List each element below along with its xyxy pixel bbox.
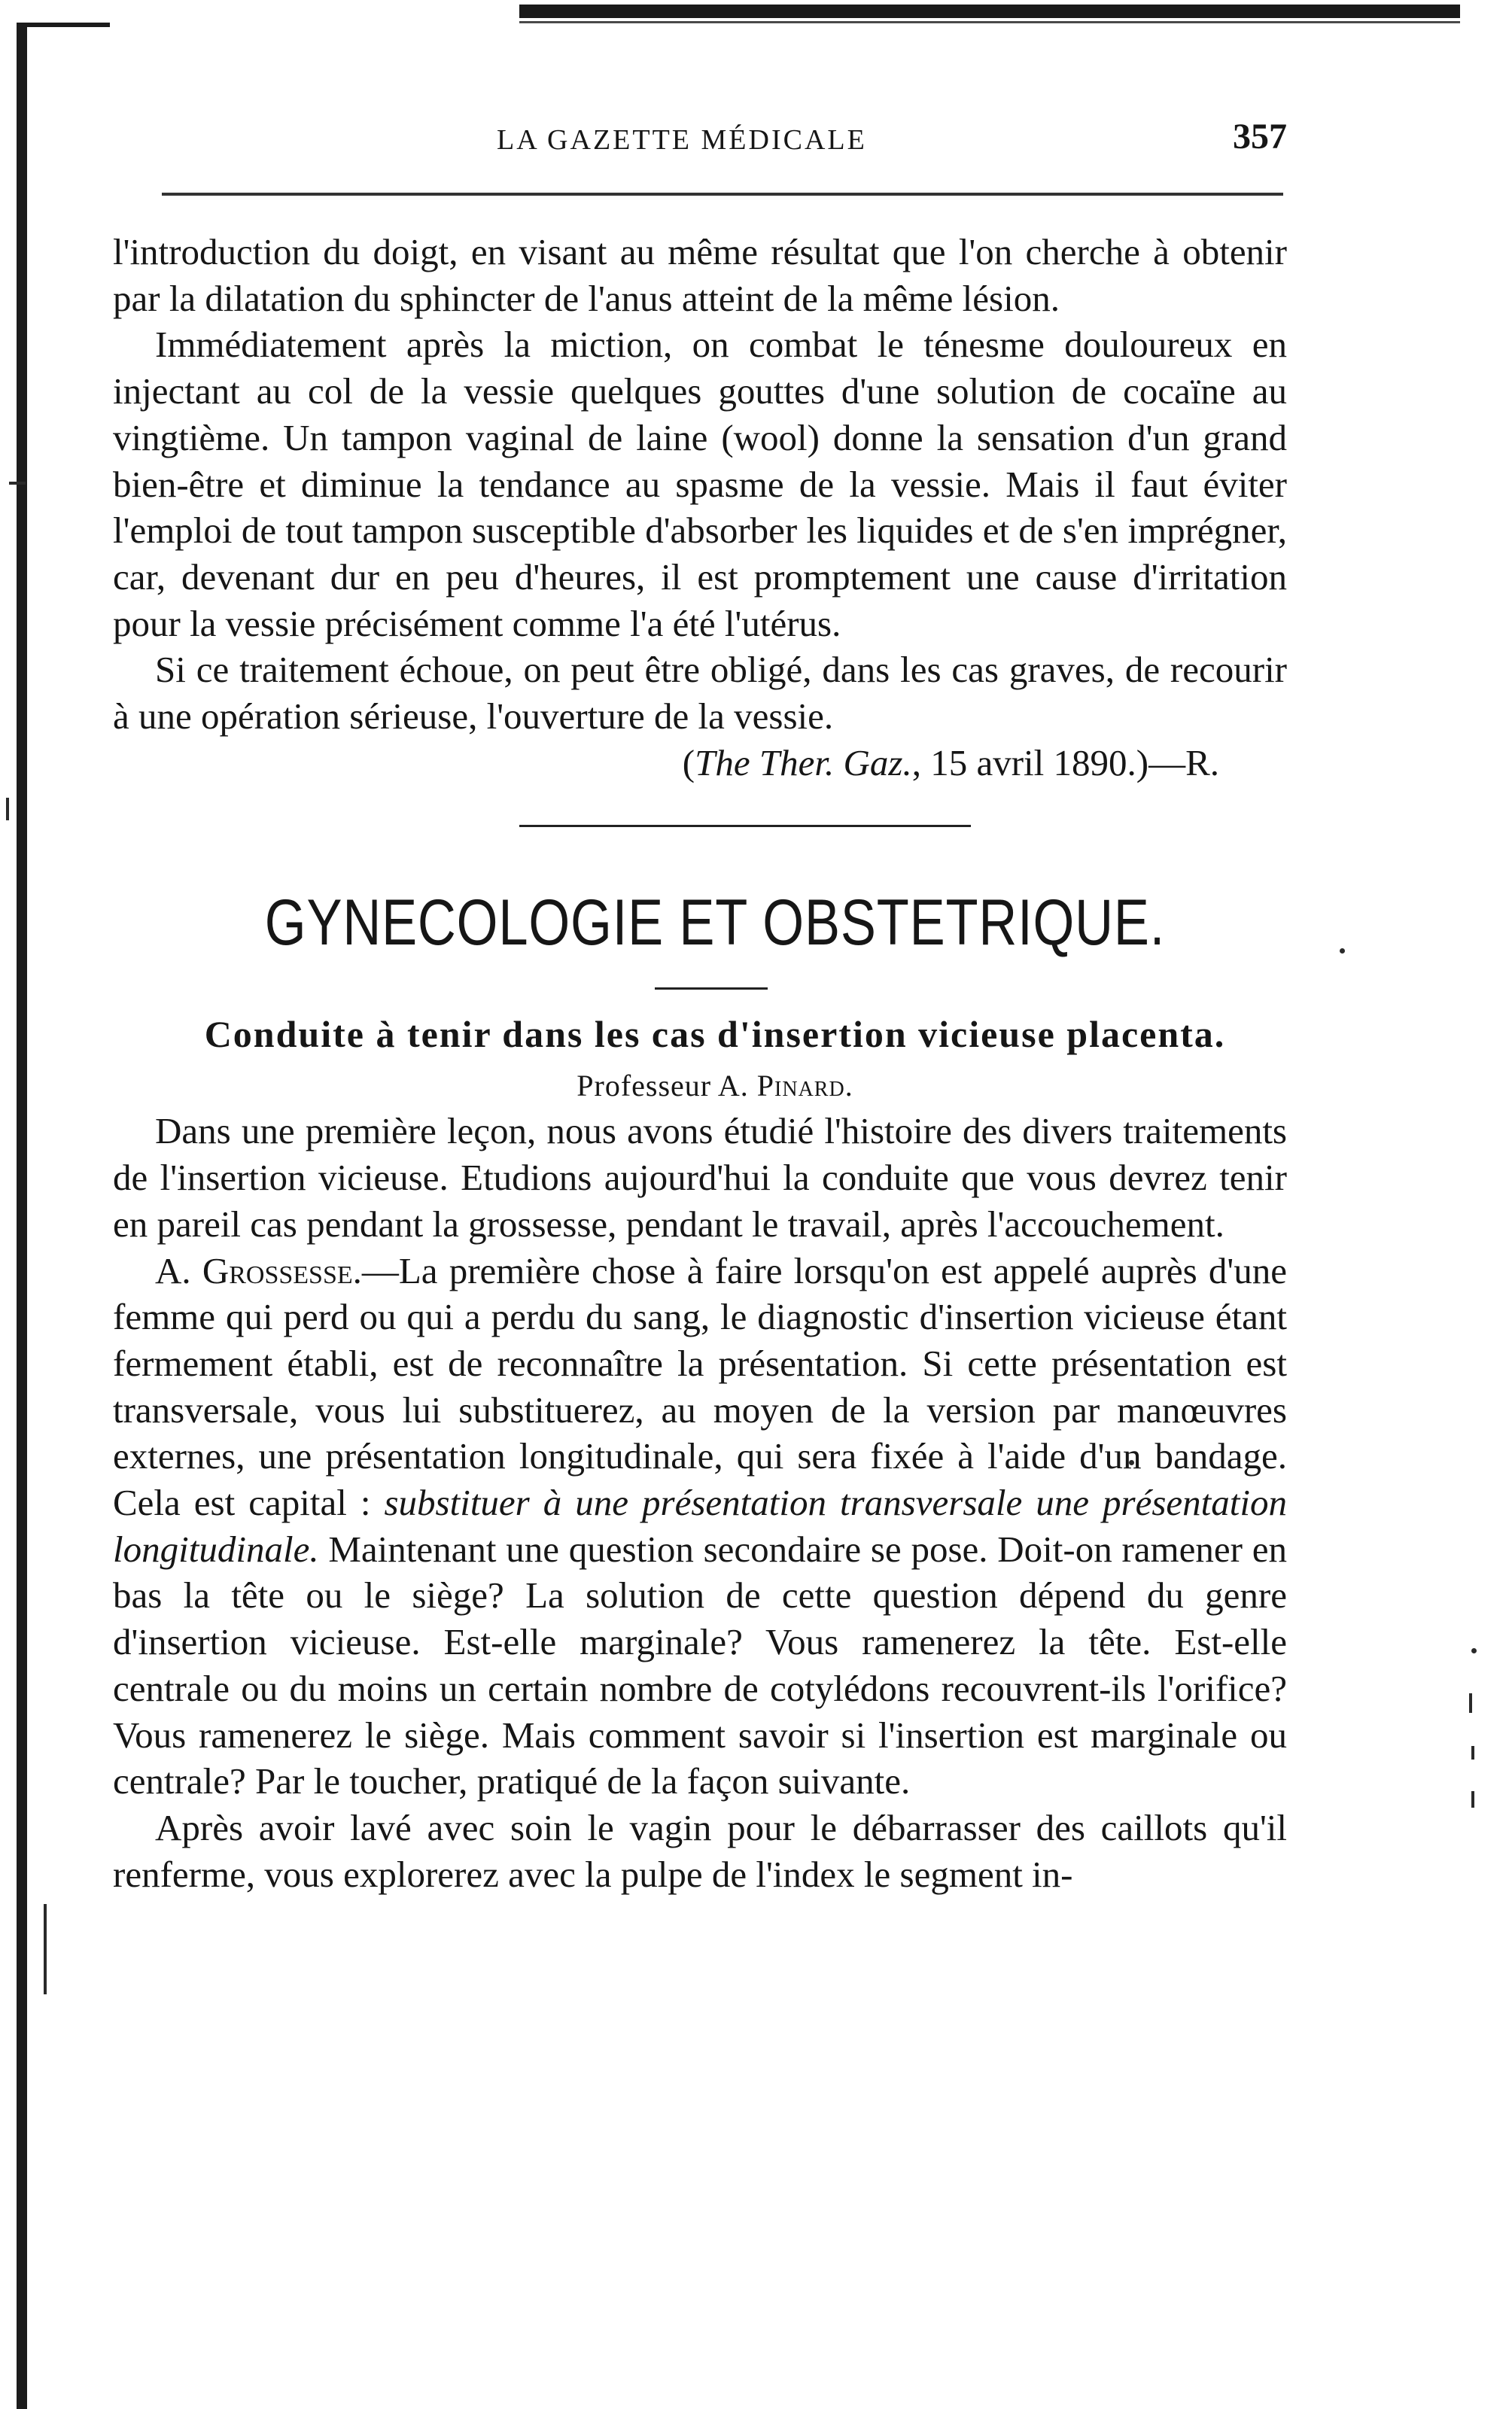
paragraph: Si ce traitement échoue, on peut être obligé, dans les cas graves, de recourir à une opération sérieuse, l'ouverture de la vessie. <box>113 649 1287 738</box>
journal-title: LA GAZETTE MÉDICALE <box>497 124 867 156</box>
subsection-label: A. Grossesse. <box>155 1249 362 1291</box>
article-title: Conduite à tenir dans les cas d'insertion vicieuse placenta. <box>204 1013 1226 1056</box>
paragraph-text: —La première chose à faire lorsqu'on est appelé auprès d'une femme qui perd ou qui a perdu du sang, le diagnostic d'insertion vicieuse étant fermement établi, est de reconnaître la présentation. Si cette présentation est transversale, vous lui substituerez, au moyen de la version par manœuvres externes, une présentation longitudinale, qui sera fixée à l'aide d'un bandage. Cela est capital : <box>113 1249 1287 1524</box>
paragraph: l'introduction du doigt, en visant au même résultat que l'on cherche à obtenir par la dilatation du sphincter de l'anus atteint de la même lésion. <box>113 231 1287 319</box>
scan-mark <box>6 798 9 820</box>
citation-rest: , 15 avril 1890.)—R. <box>911 741 1219 783</box>
scan-edge-notch <box>27 23 110 27</box>
citation <box>113 740 1287 786</box>
emphasis-text: substituer à une présentation transversale une présentation longitudinale. <box>113 1482 1287 1570</box>
scan-speck <box>1340 948 1345 954</box>
running-head <box>113 105 1287 166</box>
author-name: Pinard. <box>756 1069 853 1103</box>
scan-edge-top-thin <box>519 21 1460 23</box>
citation-open: ( <box>682 741 695 783</box>
scan-edge-left <box>17 23 27 2409</box>
paragraph <box>113 1248 1287 1805</box>
header-rule <box>162 193 1283 196</box>
scan-mark <box>1471 1746 1474 1760</box>
scan-mark <box>1469 1693 1472 1713</box>
scan-mark <box>44 1904 47 1994</box>
page-content <box>113 105 1287 1897</box>
title-divider <box>655 987 768 990</box>
scan-mark <box>1471 1791 1474 1808</box>
citation-source: The Ther. Gaz. <box>695 741 912 783</box>
paragraph: Dans une première leçon, nous avons étudié l'histoire des divers traitements de l'insertion vicieuse. Etudions aujourd'hui la conduite que vous devrez tenir en pareil cas pendant la grossesse, pendant le travail, après l'accouchement. <box>113 1110 1287 1245</box>
paragraph: Immédiatement après la miction, on combat le ténesme douloureux en injectant au col de la vessie quelques gouttes d'une solution de cocaïne au vingtième. Un tampon vaginal de laine (wool) donne la sensation d'un grand bien-être et diminue la tendance au spasme de la vessie. Mais il faut éviter l'emploi de tout tampon susceptible d'absorber les liquides et de s'en imprégner, car, devenant dur en peu d'heures, il est promptement une cause d'irritation pour la vessie précisément comme l'a été l'utérus. <box>113 324 1287 644</box>
paragraph: Après avoir lavé avec soin le vagin pour le débarrasser des caillots qu'il renferme, vous explorerez avec la pulpe de l'index le segment in- <box>113 1806 1287 1895</box>
section-divider <box>519 825 971 827</box>
page-number: 357 <box>1233 117 1287 157</box>
section-title: GYNECOLOGIE ET OBSTETRIQUE. <box>264 887 1166 960</box>
scan-speck <box>1471 1648 1477 1653</box>
paragraph-text: Maintenant une question secondaire se pose. Doit-on ramener en bas la tête ou le siège? La solution de cette question dépend du genre d'insertion vicieuse. Est-elle marginale? Vous ramenerez la tête. Est-elle centrale ou du moins un certain nombre de cotylédons recouvrent-ils l'orifice? Vous ramenerez le siège. Mais comment savoir si l'insertion est marginale ou centrale? Par le toucher, pratiqué de la façon suivante. <box>113 1528 1287 1802</box>
article-author <box>143 1068 1287 1103</box>
scan-mark <box>9 482 26 485</box>
author-prefix: Professeur A. <box>577 1069 757 1103</box>
scan-edge-top <box>519 5 1460 18</box>
